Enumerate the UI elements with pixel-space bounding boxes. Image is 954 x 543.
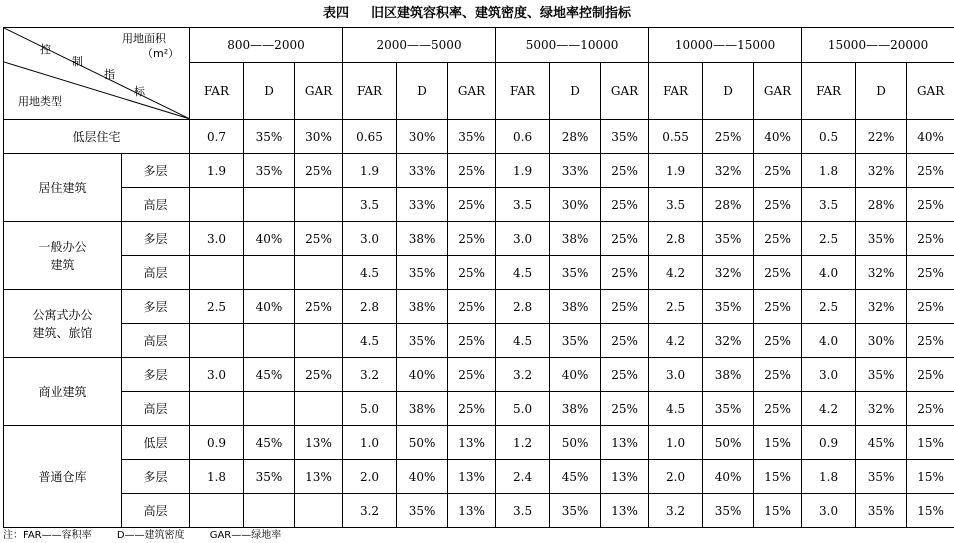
value-cell: 35%	[244, 154, 295, 188]
ctrl-char-4: 标	[134, 85, 145, 98]
value-cell: 28%	[856, 188, 907, 222]
value-cell: 25%	[448, 290, 496, 324]
value-cell: 22%	[856, 120, 907, 154]
value-cell: 13%	[448, 426, 496, 460]
value-cell: 0.65	[343, 120, 397, 154]
value-cell: 1.0	[649, 426, 703, 460]
value-cell: 5.0	[343, 392, 397, 426]
value-cell	[190, 494, 244, 528]
value-cell	[244, 324, 295, 358]
value-cell: 33%	[397, 154, 448, 188]
value-cell: 0.6	[496, 120, 550, 154]
value-cell: 35%	[550, 494, 601, 528]
value-cell: 2.0	[649, 460, 703, 494]
value-cell: 0.55	[649, 120, 703, 154]
table-row	[4, 256, 954, 290]
value-cell: 2.8	[649, 222, 703, 256]
value-cell: 35%	[550, 324, 601, 358]
value-cell: 32%	[856, 256, 907, 290]
value-cell: 25%	[295, 358, 343, 392]
value-cell: 15%	[754, 494, 802, 528]
value-cell: 1.9	[190, 154, 244, 188]
category-cell: 一般办公 建筑	[4, 222, 122, 290]
table-row	[4, 120, 954, 154]
value-cell: 13%	[601, 460, 649, 494]
value-cell	[244, 256, 295, 290]
land-type-label: 用地类型	[18, 95, 62, 108]
table-caption: 旧区建筑容积率、建筑密度、绿地率控制指标	[371, 6, 632, 21]
value-cell	[295, 494, 343, 528]
value-cell: 25%	[754, 290, 802, 324]
value-cell: 25%	[907, 324, 954, 358]
note-gar: GAR——绿地率	[209, 530, 282, 541]
value-cell: 25%	[907, 222, 954, 256]
value-cell: 15%	[754, 460, 802, 494]
table-row	[4, 154, 954, 188]
value-cell: 25%	[295, 154, 343, 188]
value-cell: 4.5	[496, 324, 550, 358]
value-cell: 38%	[550, 222, 601, 256]
value-cell: 13%	[295, 426, 343, 460]
value-cell: 35%	[397, 494, 448, 528]
value-cell: 13%	[448, 494, 496, 528]
value-cell: 25%	[601, 222, 649, 256]
value-cell: 25%	[601, 392, 649, 426]
value-cell: 1.2	[496, 426, 550, 460]
value-cell: 15%	[907, 426, 954, 460]
value-cell: 33%	[397, 188, 448, 222]
metric-header-d: D	[397, 63, 448, 120]
storey-cell: 多层	[122, 154, 190, 188]
value-cell: 2.5	[802, 290, 856, 324]
value-cell: 40%	[550, 358, 601, 392]
value-cell: 4.5	[343, 256, 397, 290]
note-far: 注：FAR——容积率	[3, 530, 92, 541]
table-row	[4, 460, 954, 494]
value-cell: 25%	[754, 256, 802, 290]
value-cell: 4.2	[649, 324, 703, 358]
value-cell: 32%	[856, 392, 907, 426]
value-cell: 2.8	[496, 290, 550, 324]
value-cell: 4.2	[649, 256, 703, 290]
footnote	[3, 526, 303, 541]
value-cell: 28%	[703, 188, 754, 222]
value-cell: 30%	[550, 188, 601, 222]
metric-header-d: D	[550, 63, 601, 120]
metric-header-far: FAR	[190, 63, 244, 120]
category-cell: 普通仓库	[4, 426, 122, 528]
value-cell: 35%	[703, 494, 754, 528]
metric-header-gar: GAR	[601, 63, 649, 120]
value-cell	[295, 392, 343, 426]
value-cell: 3.0	[802, 358, 856, 392]
metric-header-gar: GAR	[295, 63, 343, 120]
value-cell: 32%	[703, 324, 754, 358]
value-cell: 25%	[601, 188, 649, 222]
value-cell	[244, 392, 295, 426]
value-cell: 25%	[295, 290, 343, 324]
table-row	[4, 222, 954, 256]
control-index-table	[3, 27, 954, 528]
value-cell: 40%	[397, 358, 448, 392]
value-cell: 0.7	[190, 120, 244, 154]
value-cell: 35%	[856, 460, 907, 494]
value-cell: 4.0	[802, 324, 856, 358]
value-cell: 3.5	[496, 188, 550, 222]
value-cell: 15%	[754, 426, 802, 460]
category-cell: 低层住宅	[4, 120, 190, 154]
area-unit: （m²）	[142, 47, 180, 60]
value-cell: 25%	[448, 324, 496, 358]
metric-header-d: D	[244, 63, 295, 120]
value-cell: 35%	[856, 222, 907, 256]
value-cell: 2.5	[802, 222, 856, 256]
table-row	[4, 324, 954, 358]
table-row	[4, 290, 954, 324]
storey-cell: 低层	[122, 426, 190, 460]
value-cell: 38%	[550, 290, 601, 324]
storey-cell: 高层	[122, 494, 190, 528]
category-cell: 商业建筑	[4, 358, 122, 426]
value-cell: 3.0	[802, 494, 856, 528]
value-cell: 30%	[856, 324, 907, 358]
value-cell: 35%	[703, 222, 754, 256]
area-label: 用地面积	[122, 32, 166, 45]
value-cell: 3.2	[649, 494, 703, 528]
value-cell	[295, 256, 343, 290]
value-cell: 38%	[397, 392, 448, 426]
value-cell: 1.8	[802, 154, 856, 188]
category-cell: 居住建筑	[4, 154, 122, 222]
value-cell: 1.9	[496, 154, 550, 188]
value-cell	[295, 188, 343, 222]
value-cell: 3.5	[802, 188, 856, 222]
metric-header-gar: GAR	[448, 63, 496, 120]
value-cell: 33%	[550, 154, 601, 188]
value-cell: 25%	[703, 120, 754, 154]
value-cell: 2.0	[343, 460, 397, 494]
value-cell: 1.9	[649, 154, 703, 188]
value-cell: 4.2	[802, 392, 856, 426]
value-cell: 3.0	[190, 222, 244, 256]
value-cell: 1.0	[343, 426, 397, 460]
value-cell	[295, 324, 343, 358]
value-cell: 50%	[550, 426, 601, 460]
value-cell	[244, 188, 295, 222]
metric-header-far: FAR	[649, 63, 703, 120]
table-row	[4, 392, 954, 426]
value-cell: 35%	[244, 120, 295, 154]
value-cell: 5.0	[496, 392, 550, 426]
value-cell: 25%	[754, 324, 802, 358]
value-cell: 25%	[754, 154, 802, 188]
category-cell: 公寓式办公 建筑、旅馆	[4, 290, 122, 358]
ctrl-char-1: 控	[40, 43, 51, 56]
value-cell: 35%	[244, 460, 295, 494]
value-cell: 25%	[448, 188, 496, 222]
value-cell: 0.9	[190, 426, 244, 460]
value-cell: 25%	[754, 222, 802, 256]
value-cell: 25%	[907, 154, 954, 188]
value-cell: 25%	[601, 290, 649, 324]
value-cell: 25%	[601, 358, 649, 392]
value-cell: 40%	[397, 460, 448, 494]
value-cell: 3.5	[649, 188, 703, 222]
value-cell: 3.2	[343, 494, 397, 528]
value-cell: 40%	[703, 460, 754, 494]
value-cell: 45%	[244, 358, 295, 392]
value-cell: 25%	[754, 392, 802, 426]
storey-cell: 高层	[122, 188, 190, 222]
value-cell: 25%	[295, 222, 343, 256]
value-cell: 38%	[703, 358, 754, 392]
value-cell: 25%	[754, 358, 802, 392]
value-cell: 32%	[703, 256, 754, 290]
value-cell: 40%	[244, 290, 295, 324]
value-cell	[190, 256, 244, 290]
range-header: 2000——5000	[343, 28, 496, 63]
ctrl-char-2: 制	[72, 55, 83, 68]
metric-header-d: D	[703, 63, 754, 120]
value-cell: 50%	[397, 426, 448, 460]
value-cell: 45%	[856, 426, 907, 460]
value-cell: 1.8	[190, 460, 244, 494]
storey-cell: 多层	[122, 222, 190, 256]
storey-cell: 多层	[122, 290, 190, 324]
range-header: 15000——20000	[802, 28, 954, 63]
value-cell: 35%	[397, 256, 448, 290]
value-cell: 3.5	[343, 188, 397, 222]
value-cell: 3.0	[190, 358, 244, 392]
metric-header-d: D	[856, 63, 907, 120]
value-cell: 25%	[448, 358, 496, 392]
value-cell: 35%	[856, 358, 907, 392]
value-cell: 2.5	[649, 290, 703, 324]
value-cell: 4.0	[802, 256, 856, 290]
value-cell: 35%	[703, 290, 754, 324]
value-cell: 4.5	[343, 324, 397, 358]
corner-header-cell	[4, 28, 190, 120]
value-cell: 50%	[703, 426, 754, 460]
value-cell: 32%	[856, 290, 907, 324]
value-cell: 2.4	[496, 460, 550, 494]
value-cell: 30%	[397, 120, 448, 154]
range-header: 5000——10000	[496, 28, 649, 63]
value-cell: 3.2	[496, 358, 550, 392]
value-cell: 35%	[703, 392, 754, 426]
value-cell: 2.8	[343, 290, 397, 324]
storey-cell: 高层	[122, 324, 190, 358]
value-cell: 15%	[907, 494, 954, 528]
value-cell: 35%	[550, 256, 601, 290]
value-cell: 0.9	[802, 426, 856, 460]
value-cell: 0.5	[802, 120, 856, 154]
value-cell: 25%	[448, 154, 496, 188]
note-d: D——建筑密度	[116, 530, 185, 541]
value-cell: 3.0	[649, 358, 703, 392]
value-cell: 3.2	[343, 358, 397, 392]
storey-cell: 高层	[122, 256, 190, 290]
value-cell: 45%	[550, 460, 601, 494]
table-number: 表四	[322, 6, 349, 21]
range-header: 800——2000	[190, 28, 343, 63]
value-cell	[190, 324, 244, 358]
metric-header-far: FAR	[343, 63, 397, 120]
value-cell	[190, 392, 244, 426]
value-cell: 25%	[448, 256, 496, 290]
table-row	[4, 358, 954, 392]
metric-header-far: FAR	[496, 63, 550, 120]
value-cell: 35%	[397, 324, 448, 358]
value-cell: 35%	[856, 494, 907, 528]
value-cell: 32%	[703, 154, 754, 188]
value-cell	[244, 494, 295, 528]
table-title	[0, 2, 954, 21]
table-row	[4, 426, 954, 460]
value-cell: 25%	[907, 358, 954, 392]
value-cell: 25%	[907, 256, 954, 290]
storey-cell: 多层	[122, 460, 190, 494]
value-cell: 2.5	[190, 290, 244, 324]
value-cell: 15%	[907, 460, 954, 494]
value-cell: 13%	[601, 426, 649, 460]
value-cell: 40%	[907, 120, 954, 154]
value-cell: 25%	[601, 154, 649, 188]
value-cell: 28%	[550, 120, 601, 154]
value-cell: 38%	[397, 222, 448, 256]
value-cell: 1.9	[343, 154, 397, 188]
value-cell: 25%	[601, 256, 649, 290]
value-cell: 1.8	[802, 460, 856, 494]
value-cell: 4.5	[649, 392, 703, 426]
value-cell	[190, 188, 244, 222]
value-cell: 40%	[244, 222, 295, 256]
storey-cell: 多层	[122, 358, 190, 392]
value-cell: 3.5	[496, 494, 550, 528]
metric-header-gar: GAR	[754, 63, 802, 120]
ctrl-char-3: 指	[104, 68, 115, 81]
table-row	[4, 494, 954, 528]
value-cell: 13%	[448, 460, 496, 494]
value-cell: 13%	[601, 494, 649, 528]
storey-cell: 高层	[122, 392, 190, 426]
value-cell: 38%	[550, 392, 601, 426]
value-cell: 45%	[244, 426, 295, 460]
value-cell: 25%	[907, 392, 954, 426]
metric-header-gar: GAR	[907, 63, 954, 120]
value-cell: 40%	[754, 120, 802, 154]
value-cell: 32%	[856, 154, 907, 188]
value-cell: 3.0	[343, 222, 397, 256]
metric-header-far: FAR	[802, 63, 856, 120]
value-cell: 25%	[601, 324, 649, 358]
value-cell: 35%	[601, 120, 649, 154]
value-cell: 25%	[448, 392, 496, 426]
value-cell: 30%	[295, 120, 343, 154]
value-cell: 25%	[448, 222, 496, 256]
range-header: 10000——15000	[649, 28, 802, 63]
value-cell: 25%	[907, 188, 954, 222]
value-cell: 25%	[754, 188, 802, 222]
value-cell: 25%	[907, 290, 954, 324]
value-cell: 35%	[448, 120, 496, 154]
value-cell: 38%	[397, 290, 448, 324]
value-cell: 3.0	[496, 222, 550, 256]
value-cell: 4.5	[496, 256, 550, 290]
value-cell: 13%	[295, 460, 343, 494]
table-row	[4, 188, 954, 222]
